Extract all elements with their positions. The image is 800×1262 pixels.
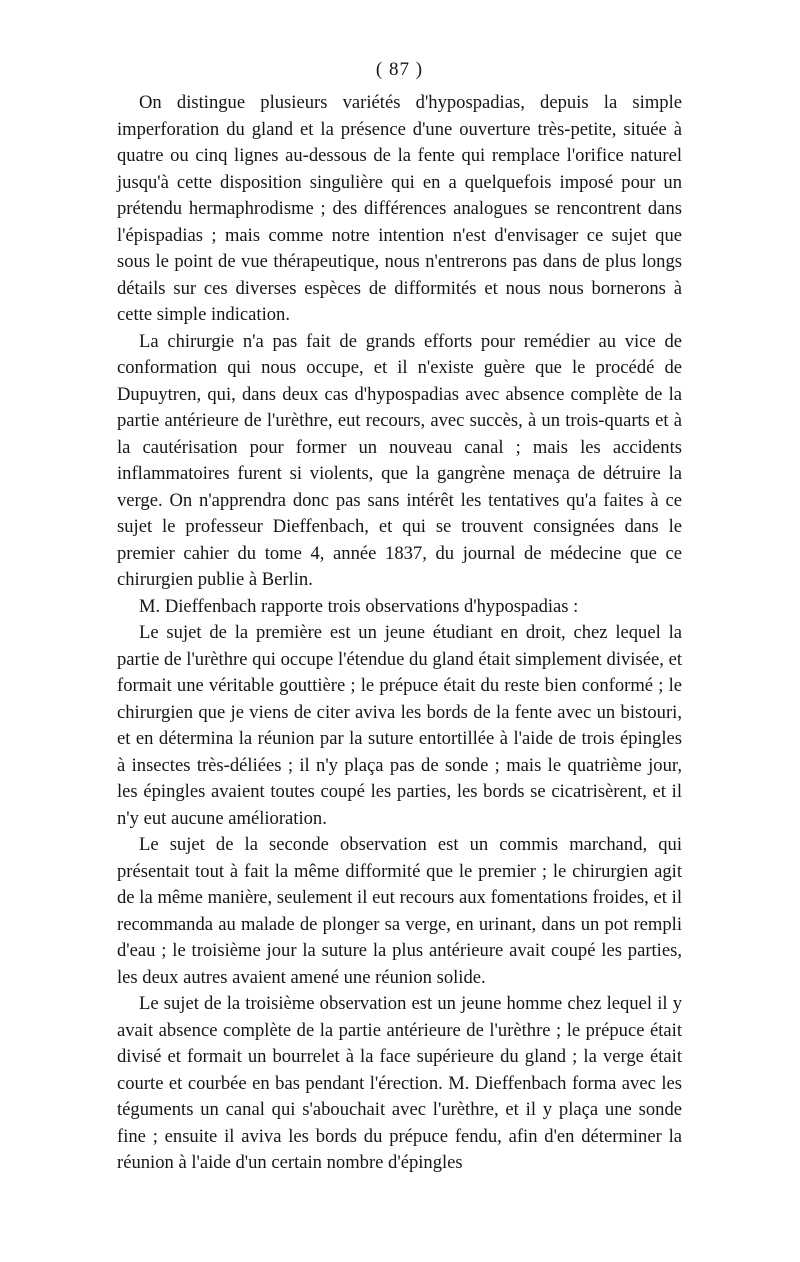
paragraph-varieties: On distingue plusieurs variétés d'hypospadias, depuis la simple imperforation du gland et la présence d'une ouverture très-petite, située à quatre ou cinq lignes au-dessous de la fente qui remplace l'orifice naturel jusqu'à cette disposition singulière qui en a quelquefois imposé pour un prétendu hermaphrodisme ; des différences analogues se rencontrent dans l'épispadias ; mais comme notre intention n'est d'envisager ce sujet que sous le point de vue thérapeutique, nous n'entrerons pas dans de plus longs détails sur ces diverses espèces de difformités et nous nous bornerons à cette simple indication.	[117, 92, 682, 325]
book-page	[117, 50, 682, 1177]
body-text	[117, 90, 682, 1177]
paragraph-observation-2: Le sujet de la seconde observation est un commis marchand, qui présentait tout à fait la même difformité que le premier ; le chirurgien agit de la même manière, seulement il eut recours aux fomentations froides, et il recommanda au malade de plonger sa verge, en urinant, dans un pot rempli d'eau ; le troisième jour la suture la plus antérieure avait coupé les parties, les deux autres avaient amené une réunion solide.	[117, 834, 682, 988]
paragraph-observations-intro: M. Dieffenbach rapporte trois observations d'hypospadias :	[139, 595, 579, 617]
paragraph-observation-3: Le sujet de la troisième observation est un jeune homme chez lequel il y avait absence complète de la partie antérieure de l'urèthre ; le prépuce était divisé et formait un bourrelet à la face supérieure du gland ; la verge était courte et courbée en bas pendant l'érection. M. Dieffenbach forma avec les téguments un canal qui s'abouchait avec l'urèthre, et il y plaça une sonde fine ; ensuite il aviva les bords du prépuce fendu, afin d'en déterminer la réunion à l'aide d'un certain nombre d'épingles	[117, 993, 682, 1173]
page-number: ( 87 )	[375, 59, 424, 80]
paragraph-surgery: La chirurgie n'a pas fait de grands efforts pour remédier au vice de conformation qui nous occupe, et il n'existe guère que le procédé de Dupuytren, qui, dans deux cas d'hypospadias avec absence complète de la partie antérieure de l'urèthre, eut recours, avec succès, à un trois-quarts et à la cautérisation pour former un nouveau canal ; mais les accidents inflammatoires furent si violents, que la gangrène menaça de détruire la verge. On n'apprendra donc pas sans intérêt les tentatives qu'a faites à ce sujet le professeur Dieffenbach, et qui se trouvent consignées dans le premier cahier du tome 4, année 1837, du journal de médecine que ce chirurgien publie à Berlin.	[117, 330, 682, 590]
paragraph-observation-1: Le sujet de la première est un jeune étudiant en droit, chez lequel la partie de l'urèthre qui occupe l'étendue du gland était simplement divisée, et formait une véritable gouttière ; le prépuce était du reste bien conformé ; le chirurgien que je viens de citer aviva les bords de la fente avec un bistouri, et en détermina la réunion par la suture entortillée à l'aide de trois épingles à insectes très-déliées ; il n'y plaça pas de sonde ; mais le quatrième jour, les épingles avaient toutes coupé les parties, les bords se cicatrisèrent, et il n'y eut aucune amélioration.	[117, 622, 682, 829]
